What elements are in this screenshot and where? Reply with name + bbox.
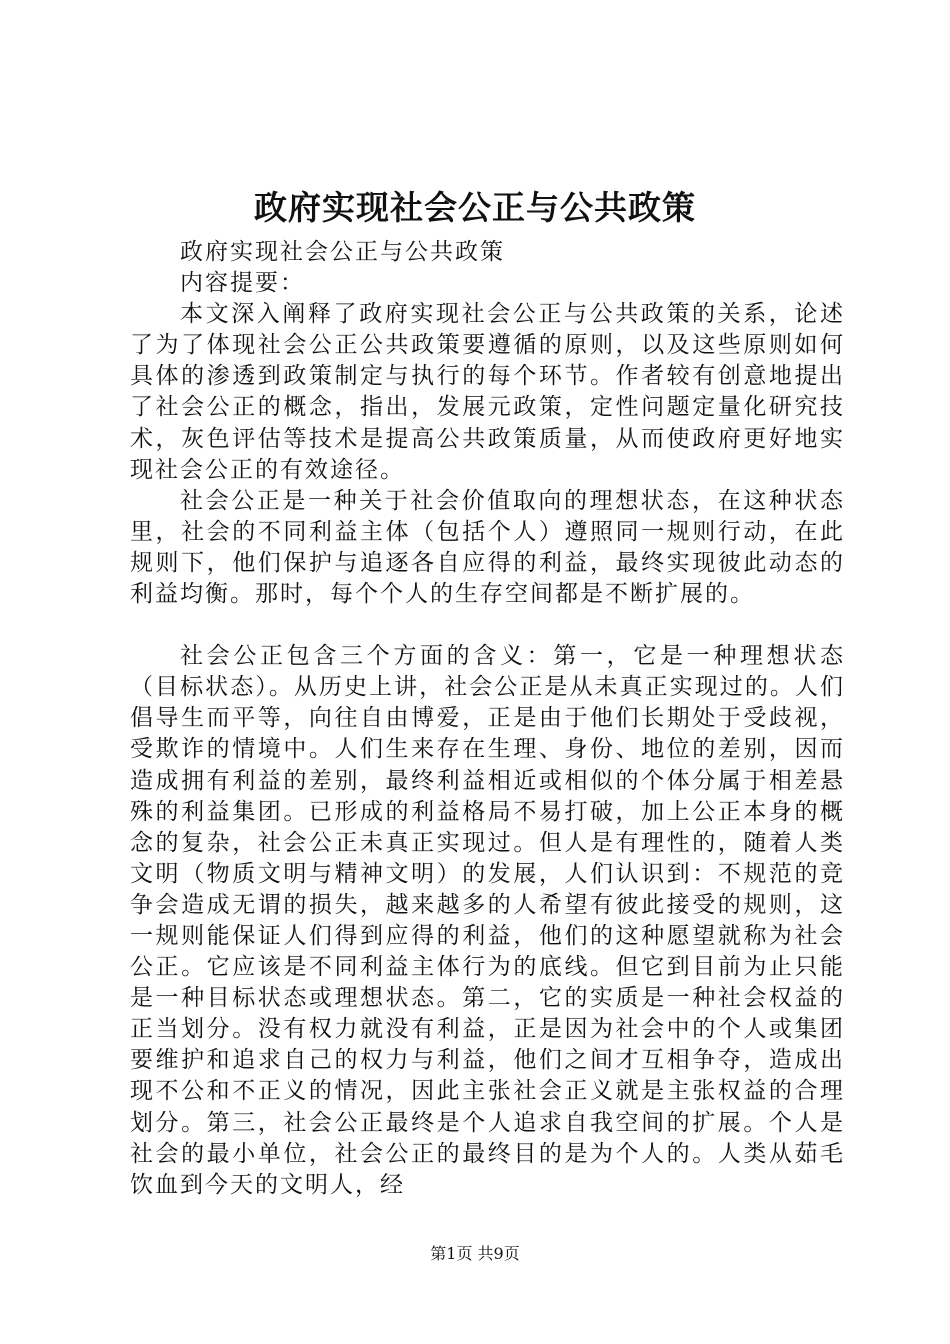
meaning-paragraph: 社会公正包含三个方面的含义：第一，它是一种理想状态（目标状态）。从历史上讲，社会公正是从未真正实现过的。人们倡导生而平等，向往自由博爱，正是由于他们长期处于受歧视，受欺诈的情境中。人们生来存在生理、身份、地位的差别，因而造成拥有利益的差别，最终利益相近或相似的个体分属于相差悬殊的利益集团。已形成的利益格局不易打破，加上公正本身的概念的复杂，社会公正未真正实现过。但人是有理性的，随着人类文明（物质文明与精神文明）的发展，人们认识到：不规范的竞争会造成无谓的损失，越来越多的人希望有彼此接受的规则，这一规则能保证人们得到应得的利益，他们的这种愿望就称为社会公正。它应该是不同利益主体行为的底线。但它到目前为止只能是一种目标状态或理想状态。第二，它的实质是一种社会权益的正当划分。没有权力就没有利益，正是因为社会中的个人或集团要维护和追求自己的权力与利益，他们之间才互相争夺，造成出现不公和不正义的情况，因此主张社会正义就是主张权益的合理划分。第三，社会公正最终是个人追求自我空间的扩展。个人是社会的最小单位，社会公正的最终目的是为个人的。人类从茹毛饮血到今天的文明人，经 bbox=[130, 643, 845, 1198]
paragraph-gap bbox=[130, 610, 845, 641]
abstract-label: 内容提要： bbox=[180, 270, 305, 297]
subtitle-line: 政府实现社会公正与公共政策 bbox=[180, 239, 505, 265]
document-body bbox=[130, 237, 845, 1201]
abstract-paragraph: 本文深入阐释了政府实现社会公正与公共政策的关系，论述了为了体现社会公正公共政策要遵循的原则，以及这些原则如何具体的渗透到政策制定与执行的每个环节。作者较有创意地提出了社会公正的概念，指出，发展元政策，定性问题定量化研究技术，灰色评估等技术是提高公共政策质量，从而使政府更好地实现社会公正的有效途径。 bbox=[130, 301, 845, 483]
page-footer: 第1页 共9页 bbox=[430, 1244, 520, 1263]
document-title: 政府实现社会公正与公共政策 bbox=[254, 188, 696, 227]
definition-paragraph: 社会公正是一种关于社会价值取向的理想状态，在这种状态里，社会的不同利益主体（包括个人）遵照同一规则行动，在此规则下，他们保护与追逐各自应得的利益，最终实现彼此动态的利益均衡。那时，每个个人的生存空间都是不断扩展的。 bbox=[130, 487, 845, 608]
